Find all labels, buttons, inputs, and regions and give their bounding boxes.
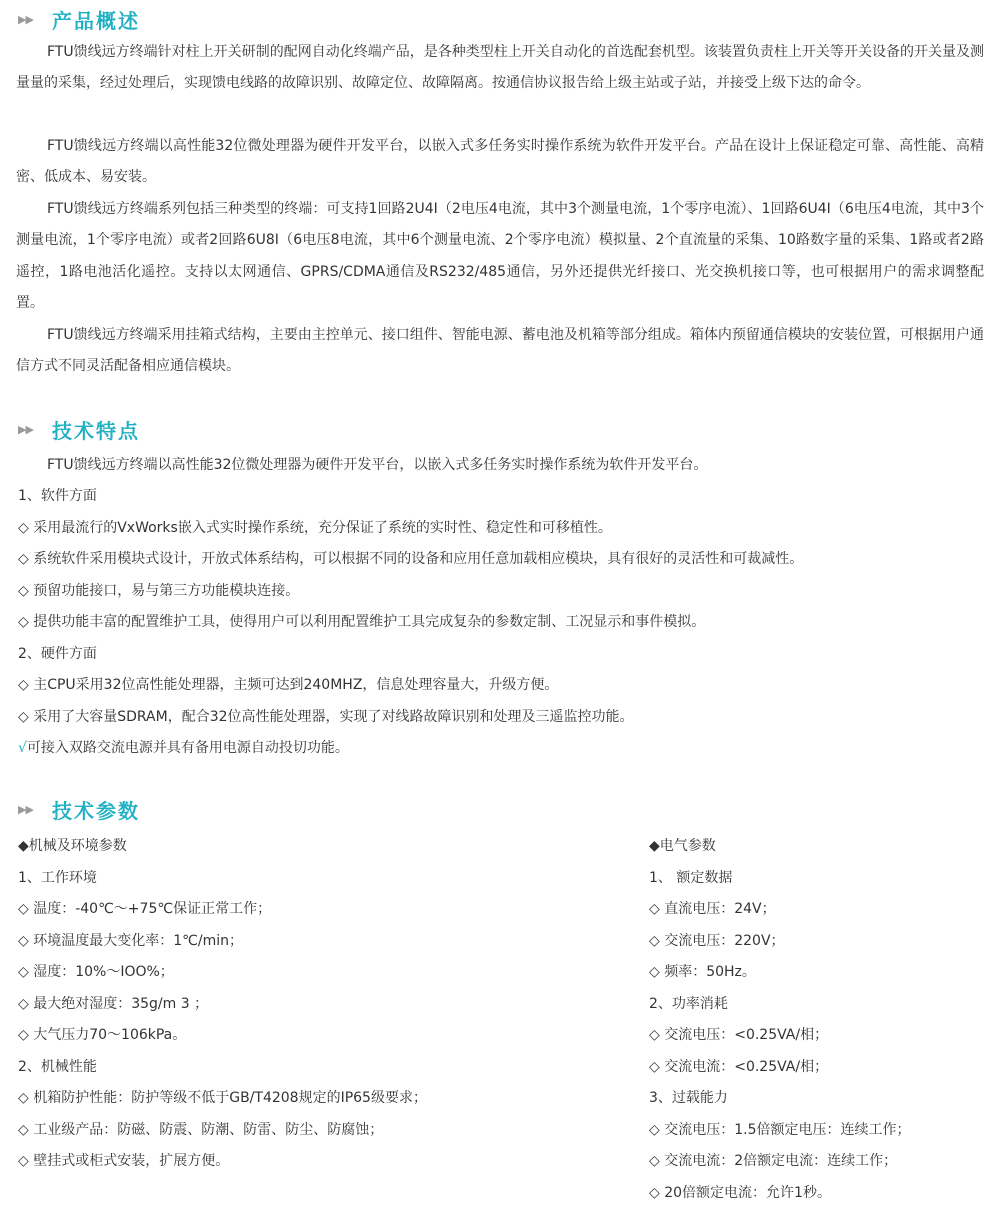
features-line-last-text: 可接入双路交流电源并具有备用电源自动投切功能。	[26, 740, 349, 756]
features-intro: FTU馈线远方终端以高性能32位微处理器为硬件开发平台，以嵌入式多任务实时操作系统为软件开发平台。	[47, 457, 708, 473]
params-left-line: 2、机械性能	[18, 1059, 97, 1075]
section-header-features	[18, 414, 140, 444]
features-line: 2、硬件方面	[18, 646, 97, 662]
params-right-line: ◇ 频率：50Hz。	[649, 964, 756, 980]
features-line: 1、软件方面	[18, 488, 97, 504]
params-left-line: ◇ 机箱防护性能：防护等级不低于GB/T4208规定的IP65级要求；	[18, 1090, 427, 1106]
params-left-line: ◇ 湿度：10%～IOO%；	[18, 964, 174, 980]
section-header-overview	[18, 4, 140, 34]
params-left-line: 1、工作环境	[18, 870, 97, 886]
overview-paragraph-1: FTU馈线远方终端针对柱上开关研制的配网自动化终端产品，是各种类型柱上开关自动化的首选配套机型。该装置负责柱上开关等开关设备的开关量及测量量的采集，经过处理后，实现馈电线路的故障识别、故障定位、故障隔离。按通信协议报告给上级主站或子站，并接受上级下达的命令。	[16, 44, 984, 92]
params-left-line: ◇ 环境温度最大变化率：1℃/min；	[18, 933, 243, 949]
arrow-icon: ▶▶	[18, 12, 33, 26]
features-line: ◇ 系统软件采用模块式设计，开放式体系结构，可以根据不同的设备和应用任意加载相应模块，具有很好的灵活性和可裁减性。	[18, 551, 804, 567]
section-header-params	[18, 794, 140, 824]
check-icon: √	[18, 740, 27, 756]
features-line: ◇ 提供功能丰富的配置维护工具，使得用户可以利用配置维护工具完成复杂的参数定制、工况显示和事件模拟。	[18, 614, 706, 630]
params-left-line: ◇ 大气压力70～106kPa。	[18, 1027, 187, 1043]
params-left-line: ◆机械及环境参数	[18, 838, 127, 854]
arrow-icon: ▶▶	[18, 802, 33, 816]
params-left-line: ◇ 壁挂式或柜式安装，扩展方便。	[18, 1153, 230, 1169]
features-line: ◇ 采用了大容量SDRAM，配合32位高性能处理器，实现了对线路故障识别和处理及三遥监控功能。	[18, 709, 634, 725]
params-right-line: ◇ 交流电压：<0.25VA/相；	[649, 1027, 829, 1043]
overview-paragraph-2: FTU馈线远方终端以高性能32位微处理器为硬件开发平台，以嵌入式多任务实时操作系统为软件开发平台。产品在设计上保证稳定可靠、高性能、高精密、低成本、易安装。	[16, 138, 984, 186]
params-right-line: 2、功率消耗	[649, 996, 728, 1012]
params-right-line: ◇ 交流电流：2倍额定电流：连续工作；	[649, 1153, 898, 1169]
features-line: ◇ 主CPU采用32位高性能处理器，主频可达到240MHZ，信息处理容量大，升级方便。	[18, 677, 559, 693]
overview-paragraph-4: FTU馈线远方终端采用挂箱式结构，主要由主控单元、接口组件、智能电源、蓄电池及机箱等部分组成。箱体内预留通信模块的安装位置，可根据用户通信方式不同灵活配备相应通信模块。	[16, 327, 984, 375]
arrow-icon: ▶▶	[18, 422, 33, 436]
params-left-line: ◇ 温度：-40℃～+75℃保证正常工作；	[18, 901, 272, 917]
features-line: ◇ 预留功能接口，易与第三方功能模块连接。	[18, 583, 300, 599]
params-left-line: ◇ 最大绝对湿度：35g/m 3 ；	[18, 996, 209, 1012]
params-right-line: ◆电气参数	[649, 838, 716, 854]
params-right-line: ◇ 直流电压：24V；	[649, 901, 776, 917]
params-right-line: ◇ 交流电压：220V；	[649, 933, 785, 949]
features-line: ◇ 采用最流行的VxWorks嵌入式实时操作系统，充分保证了系统的实时性、稳定性和可移植性。	[18, 520, 612, 536]
params-right-line: ◇ 20倍额定电流：允许1秒。	[649, 1185, 831, 1201]
section-title-overview: 产品概述	[52, 8, 140, 33]
overview-paragraph-3: FTU馈线远方终端系列包括三种类型的终端：可支持1回路2U4I（2电压4电流，其中3个测量电流，1个零序电流）、1回路6U4I（6电压4电流，其中3个测量电流，1个零序电流）或者2回路6U8I（6电压8电流，其中6个测量电流、2个零序电流）模拟量、2个直流量的采集、10路数字量的采集、1路或者2路遥控，1路电池活化遥控。支持以太网通信、GPRS/CDMA通信及RS232/485通信，另外还提供光纤接口、光交换机接口等，也可根据用户的需求调整配置。	[16, 201, 984, 311]
section-title-features: 技术特点	[52, 418, 140, 443]
params-right-line: ◇ 交流电流：<0.25VA/相；	[649, 1059, 829, 1075]
params-left-line: ◇ 工业级产品：防磁、防震、防潮、防雷、防尘、防腐蚀；	[18, 1122, 384, 1138]
params-right-line: 1、 额定数据	[649, 870, 733, 886]
params-right-line: 3、过载能力	[649, 1090, 728, 1106]
section-title-params: 技术参数	[52, 798, 140, 823]
features-line-last	[18, 738, 349, 758]
params-right-line: ◇ 交流电压：1.5倍额定电压：连续工作；	[649, 1122, 911, 1138]
